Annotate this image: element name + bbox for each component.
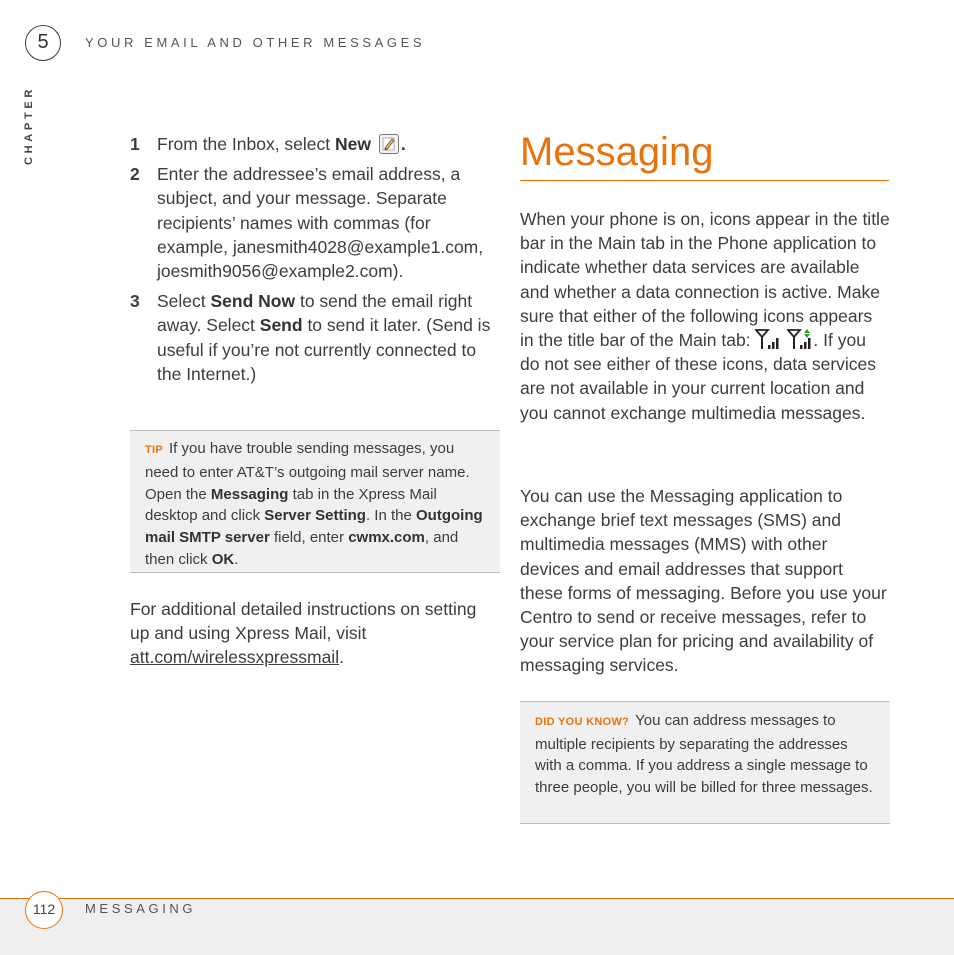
tip-text: .: [234, 550, 239, 568]
step-1: [130, 132, 500, 156]
tip-text: If you have trouble sending messages, you need to enter AT&T’s outgoing mail server name. Open the: [145, 440, 470, 503]
step-3: [130, 289, 500, 386]
tip-bold: Outgoing mail SMTP server: [145, 507, 483, 547]
data-available-signal-icon: [755, 328, 781, 350]
step-text: Select: [157, 291, 211, 312]
new-message-icon: [379, 134, 399, 154]
step-2: [130, 162, 500, 283]
running-head: YOUR EMAIL AND OTHER MESSAGES: [85, 35, 426, 50]
tip-text: , and then click: [145, 529, 459, 568]
send-now-bold: Send Now: [210, 291, 296, 312]
title-rule: [520, 180, 889, 181]
step-number: 3: [130, 291, 140, 312]
did-you-know-tag: DID YOU KNOW?: [535, 716, 630, 728]
step-text: to send the email right away. Select: [157, 291, 473, 336]
intro-paragraph: [520, 207, 890, 425]
step-text: to send it later. (Send is useful if you’re not currently connected to the Internet.): [157, 315, 491, 384]
chapter-number-badge: 5: [25, 25, 61, 61]
did-you-know-box: [520, 701, 890, 824]
tip-tag: TIP: [145, 444, 164, 456]
step-text: Enter the addressee’s email address, a subject, and your message. Separate recipients’ names with commas (for example, janesmith4028@example1.com, joesmith9056@example2.com).: [157, 164, 484, 282]
more-info-paragraph: [130, 597, 500, 670]
tip-text: field, enter: [269, 529, 349, 547]
footer-section-label: MESSAGING: [85, 901, 197, 916]
step-number: 1: [130, 134, 140, 154]
tip-text: tab in the Xpress Mail desktop and click: [145, 485, 437, 525]
step-bold: New: [335, 134, 371, 154]
more-info-text: For additional detailed instructions on setting up and using Xpress Mail, visit: [130, 599, 477, 644]
data-active-signal-icon: [787, 328, 813, 350]
send-bold: Send: [259, 315, 303, 336]
did-you-know-text: You can address messages to multiple recipients by separating the addresses with a comma. If you address a single message to three people, you will be billed for three messages.: [535, 712, 873, 796]
step-text: From the Inbox, select: [157, 134, 335, 154]
tip-bold: cwmx.com: [348, 529, 425, 547]
page-number-badge: 112: [25, 891, 63, 929]
section-title: Messaging: [520, 130, 714, 174]
messaging-paragraph: You can use the Messaging application to exchange brief text messages (SMS) and multimedia messages (MMS) with other devices and email addresses that support these forms of messaging. Before you use your Centro to send or receive messages, refer to your service plan for pricing and availability of messaging services.: [520, 486, 887, 676]
intro-text: When your phone is on, icons appear in the title bar in the Main tab in the Phone application to indicate whether data services are available and whether a data connection is active. Make sure that either of the following icons appears in the title bar of the Main tab:: [520, 209, 890, 351]
tip-box: [130, 430, 500, 573]
more-info-end: .: [339, 647, 344, 668]
tip-bold: OK: [211, 550, 235, 568]
tip-bold: Server Setting: [264, 507, 366, 525]
intro-text-end: . If you do not see either of these icons, data services are not available in your current location and you cannot exchange multimedia messages.: [520, 330, 877, 423]
tip-bold: Messaging: [210, 485, 289, 503]
steps-list: [130, 132, 500, 392]
step-number: 2: [130, 164, 140, 185]
tip-text: . In the: [365, 507, 416, 525]
chapter-label: CHAPTER: [23, 85, 35, 165]
xpressmail-link[interactable]: att.com/wirelessxpressmail: [130, 647, 340, 668]
step-bold-end: .: [400, 134, 406, 154]
